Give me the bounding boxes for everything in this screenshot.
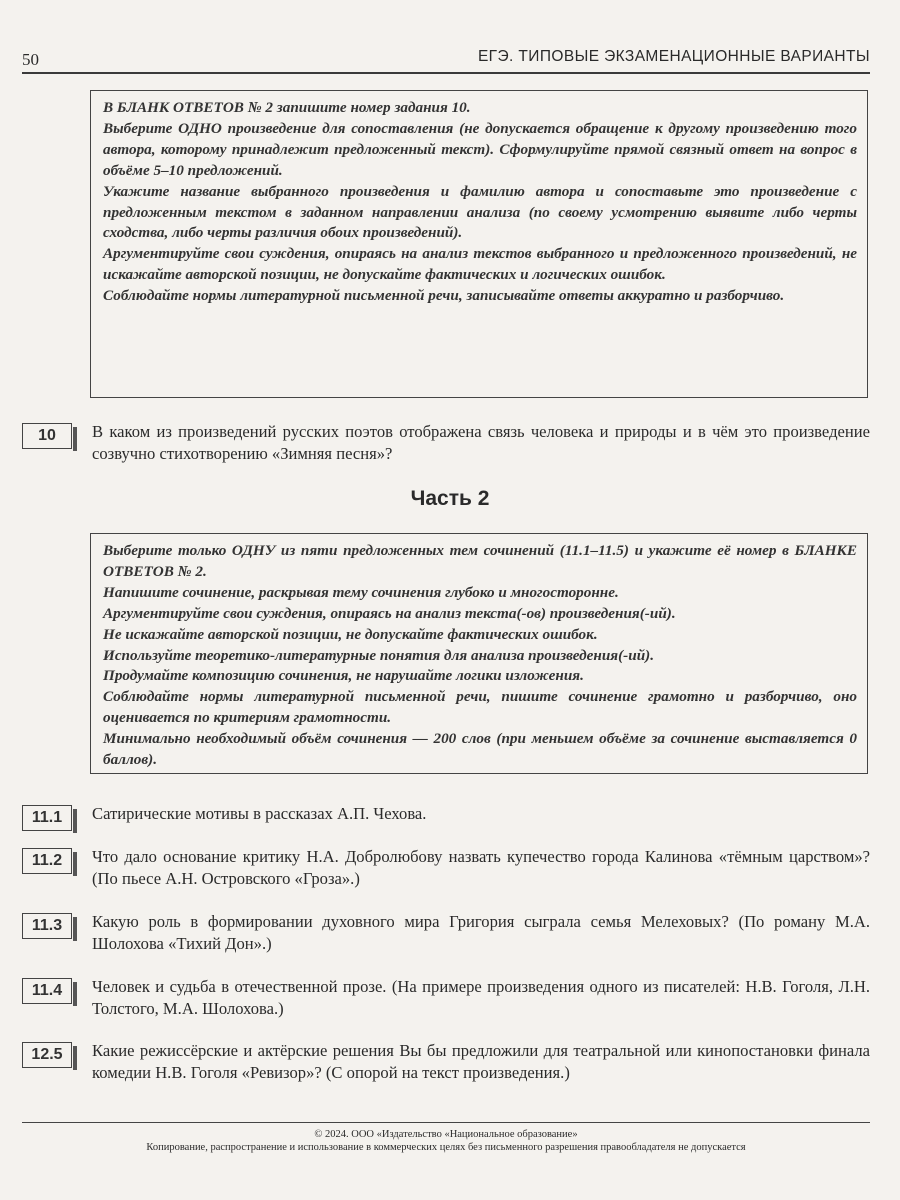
task-text: Человек и судьба в отечественной прозе. (На примере произведения одного из писателей: Н.В. Гоголя, Л.Н. Толстого, М.А. Шолохова.) (92, 977, 870, 1018)
page-footer (22, 1122, 870, 1154)
instruction-line: Соблюдайте нормы литературной письменной речи, пишите сочинение грамотно и разборчиво, оно оценивается по критериям грамотности. (103, 688, 857, 727)
task-text: Какую роль в формировании духовного мира Григория сыграла семья Мелеховых? (По роману М.А. Шолохова «Тихий Дон».) (92, 912, 870, 953)
task-text: Сатирические мотивы в рассказах А.П. Чехова. (92, 804, 427, 823)
part2-instructions-box (90, 533, 868, 774)
running-title: ЕГЭ. ТИПОВЫЕ ЭКЗАМЕНАЦИОННЫЕ ВАРИАНТЫ (477, 48, 870, 65)
instruction-line: В БЛАНК ОТВЕТОВ № 2 запишите номер задания 10. (103, 99, 471, 116)
task-number: 11.2 (22, 848, 72, 874)
instruction-line: Аргументируйте свои суждения, опираясь на анализ текстов выбранного и предложенного произведений, не искажайте авторской позиции, не допускайте фактических и логических ошибок. (103, 245, 857, 284)
task-number: 11.4 (22, 978, 72, 1004)
part2-heading: Часть 2 (410, 487, 490, 510)
instruction-line: Выберите только ОДНУ из пяти предложенных тем сочинений (11.1–11.5) и укажите её номер в БЛАНКЕ ОТВЕТОВ № 2. (103, 542, 857, 580)
copyright-notice: Копирование, распространение и использование в коммерческих целях без письменного разрешения правообладателя не допускается (146, 1142, 746, 1153)
instruction-line: Продумайте композицию сочинения, не нарушайте логики изложения. (103, 667, 584, 685)
instruction-line: Не искажайте авторской позиции, не допускайте фактических ошибок. (103, 625, 598, 643)
instruction-line: Используйте теоретико-литературные понятия для анализа произведения(-ий). (103, 646, 654, 664)
copyright-line: © 2024. ООО «Издательство «Национальное образование» (314, 1129, 578, 1140)
task-number: 11.3 (22, 913, 72, 939)
task-number: 11.1 (22, 805, 72, 831)
task-text: Какие режиссёрские и актёрские решения Вы бы предложили для театральной или кинопостановки финала комедии Н.В. Гоголя «Ревизор»? (С опорой на текст произведения.) (92, 1041, 870, 1082)
task-text: Что дало основание критику Н.А. Добролюбову назвать купечество города Калинова «тёмным царством»? (По пьесе А.Н. Островского «Гроза».) (92, 847, 870, 888)
page-header (22, 46, 870, 74)
page-number: 50 (22, 50, 39, 69)
instruction-line: Минимально необходимый объём сочинения — 200 слов (при меньшем объёме за сочинение выставляется 0 баллов). (103, 730, 857, 769)
instruction-line: Напишите сочинение, раскрывая тему сочинения глубоко и многосторонне. (103, 583, 619, 601)
task-number: 10 (22, 423, 72, 449)
instruction-line: Укажите название выбранного произведения и фамилию автора и сопоставьте это произведение с предложенным текстом в заданном направлении анализа (по своему усмотрению выявите либо черты сходства, либо черты различия обоих произведений). (103, 182, 857, 242)
instruction-line: Соблюдайте нормы литературной письменной речи, записывайте ответы аккуратно и разборчиво. (103, 287, 785, 305)
task-number: 12.5 (22, 1042, 72, 1068)
instruction-line: Выберите ОДНО произведение для сопоставления (не допускается обращение к другому произведению того автора, которому принадлежит предложенный текст). Сформулируйте прямой связный ответ на вопрос в объёме 5–10 предложений. (103, 119, 857, 179)
part1-instructions-box (90, 90, 868, 398)
instruction-line: Аргументируйте свои суждения, опираясь на анализ текста(-ов) произведения(-ий). (103, 604, 676, 622)
task-text: В каком из произведений русских поэтов отображена связь человека и природы и в чём это произведение созвучно стихотворению «Зимняя песня»? (92, 422, 870, 463)
